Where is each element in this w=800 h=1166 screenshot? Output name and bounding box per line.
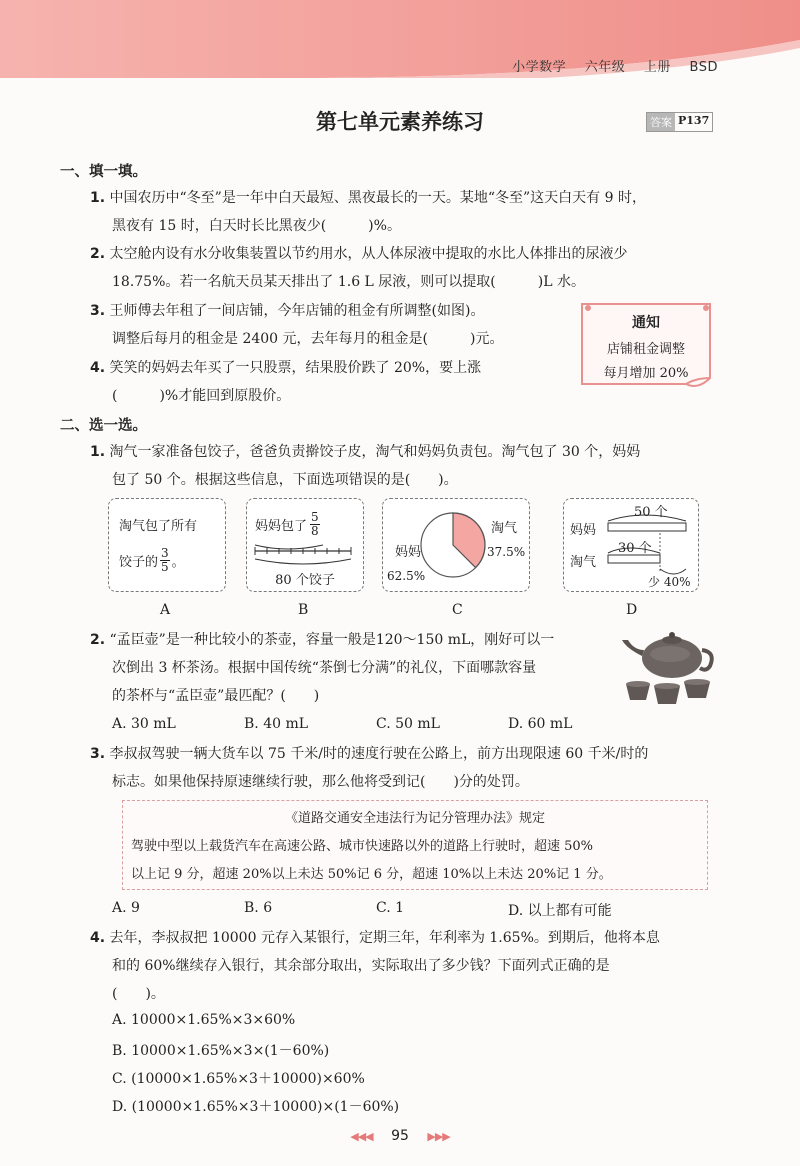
- pie-mom-percent: 62.5%: [387, 569, 426, 583]
- s2-q4-line3: ( )。: [112, 986, 165, 1002]
- s2-q3-option-d: D. 以上都有可能: [508, 903, 612, 919]
- notice-line2: 每月增加 20%: [603, 366, 689, 381]
- option-d-label: D: [626, 602, 638, 618]
- volume: 上册: [643, 60, 671, 75]
- option-b-card: [246, 498, 364, 592]
- option-c-label: C: [452, 602, 463, 618]
- s2-q2-line1: 2. “孟臣壶”是一种比较小的茶壶，容量一般是120～150 mL，刚好可以一: [90, 632, 555, 648]
- answer-label: 答案: [647, 113, 675, 131]
- option-d-tao-count: 30 个: [618, 541, 652, 556]
- edition: BSD: [689, 60, 718, 75]
- frac-a-num: 3: [161, 546, 169, 560]
- page-number: 95: [391, 1128, 409, 1144]
- pie-mom-label: 妈妈: [395, 545, 422, 560]
- frac-b-den: 8: [311, 524, 319, 538]
- option-a-label: A: [160, 602, 171, 618]
- option-d-tao-label: 淘气: [570, 555, 597, 570]
- s2-q3-option-c: C. 1: [376, 900, 405, 916]
- s2-q2-line3: 的茶杯与“孟臣壶”最匹配？( ): [112, 688, 320, 704]
- s1-q4-line2: ( )%才能回到原股价。: [112, 388, 291, 404]
- option-a-line1: 淘气包了所有: [119, 519, 198, 534]
- rule-line1: 驾驶中型以上载货汽车在高速公路、城市快速路以外的道路上行驶时，超速 50%: [131, 839, 594, 854]
- s2-q3-line1: 3. 李叔叔驾驶一辆大货车以 75 千米/时的速度行驶在公路上，前方出现限速 60 千米/时的: [90, 746, 649, 762]
- s1-q1-line2: 黑夜有 15 时，白天时长比黑夜少( )%。: [112, 218, 401, 234]
- s2-q2-option-c: C. 50 mL: [376, 716, 440, 732]
- s2-q1-line2: 包了 50 个。根据这些信息，下面选项错误的是( )。: [112, 472, 458, 488]
- s2-q3-line2: 标志。如果他保持原速继续行驶，那么他将受到记( )分的处罚。: [112, 774, 529, 790]
- subject: 小学数学: [512, 60, 567, 75]
- left-arrows-icon: ◀◀◀: [350, 1130, 373, 1143]
- right-arrows-icon: ▶▶▶: [427, 1130, 450, 1143]
- traffic-rule-box: [122, 800, 708, 890]
- s2-q2-option-a: A. 30 mL: [112, 716, 176, 732]
- s2-q2-option-d: D. 60 mL: [508, 716, 573, 732]
- s1-q2-line2: 18.75%。若一名航天员某天排出了 1.6 L 尿液，则可以提取( )L 水。: [112, 274, 585, 290]
- s2-q2-option-b: B. 40 mL: [244, 716, 309, 732]
- answer-page: P137: [678, 114, 710, 127]
- option-a-card: [108, 498, 226, 592]
- s1-q3-line2: 调整后每月的租金是 2400 元，去年每月的租金是( )元。: [112, 331, 504, 347]
- s2-q4-line2: 和的 60%继续存入银行，其余部分取出，实际取出了多少钱？下面列式正确的是: [112, 958, 610, 974]
- option-b-label: B: [298, 602, 309, 618]
- s2-q4-option-b: B. 10000×1.65%×3×(1－60%): [112, 1043, 330, 1059]
- book-series-label: [498, 56, 718, 75]
- option-a-line2: 饺子的 $\frac{3}{5}$ 。: [119, 546, 185, 574]
- s2-q3-option-a: A. 9: [112, 900, 140, 916]
- option-d-mom-count: 50 个: [634, 505, 668, 520]
- option-c-card: [382, 498, 530, 592]
- teapot-and-cups-illustration: [612, 626, 722, 708]
- s2-q4-option-c: C. (10000×1.65%×3＋10000)×60%: [112, 1071, 365, 1087]
- s2-q3-option-b: B. 6: [244, 900, 273, 916]
- notice-title: 通知: [632, 315, 660, 331]
- option-b-text: 妈妈包了 $\frac{5}{8}$: [255, 510, 319, 538]
- frac-b-num: 5: [311, 510, 319, 524]
- option-d-less-label: 少 40%: [648, 575, 691, 589]
- pie-taoqi-label: 淘气: [491, 521, 518, 536]
- notice-line1: 店铺租金调整: [606, 342, 685, 357]
- s2-q4-line1: 4. 去年，李叔叔把 10000 元存入某银行，定期三年，年利率为 1.65%。到期后，他将本息: [90, 930, 660, 946]
- option-d-mom-label: 妈妈: [570, 523, 597, 538]
- rule-title: 《道路交通安全违法行为记分管理办法》规定: [284, 811, 545, 826]
- s2-q1-line1: 1. 淘气一家准备包饺子，爸爸负责擀饺子皮，淘气和妈妈负责包。淘气包了 30 个，妈妈: [90, 444, 641, 460]
- rule-line2: 以上记 9 分，超速 20%以上未达 50%记 6 分，超速 10%以上未达 20%记 1 分。: [131, 867, 612, 882]
- answer-reference: [646, 112, 713, 132]
- section1-heading: 一、填一填。: [60, 164, 147, 180]
- s1-q1-line1: 1. 中国农历中“冬至”是一年中白天最短、黑夜最长的一天。某地“冬至”这天白天有 9 时，: [90, 190, 646, 206]
- section2-heading: 二、选一选。: [60, 418, 147, 434]
- s1-q2-line1: 2. 太空舱内设有水分收集装置以节约用水，从人体尿液中提取的水比人体排出的尿液少: [90, 246, 628, 262]
- rent-notice-card: [578, 298, 716, 392]
- grade: 六年级: [584, 60, 626, 75]
- option-d-card: [563, 498, 699, 592]
- s2-q4-option-a: A. 10000×1.65%×3×60%: [112, 1012, 296, 1028]
- s2-q4-option-d: D. (10000×1.65%×3＋10000)×(1－60%): [112, 1099, 400, 1115]
- frac-a-den: 5: [161, 560, 169, 574]
- pie-taoqi-percent: 37.5%: [487, 545, 526, 559]
- page-title: 第七单元素养练习: [316, 110, 484, 134]
- s2-q2-line2: 次倒出 3 杯茶汤。根据中国传统“茶倒七分满”的礼仪，下面哪款容量: [112, 660, 537, 676]
- option-b-caption: 80 个饺子: [275, 573, 335, 588]
- s1-q4-line1: 4. 笑笑的妈妈去年买了一只股票，结果股价跌了 20%，要上涨: [90, 360, 482, 376]
- page-footer: [0, 1128, 800, 1144]
- s1-q3-line1: 3. 王师傅去年租了一间店铺，今年店铺的租金有所调整(如图)。: [90, 303, 485, 319]
